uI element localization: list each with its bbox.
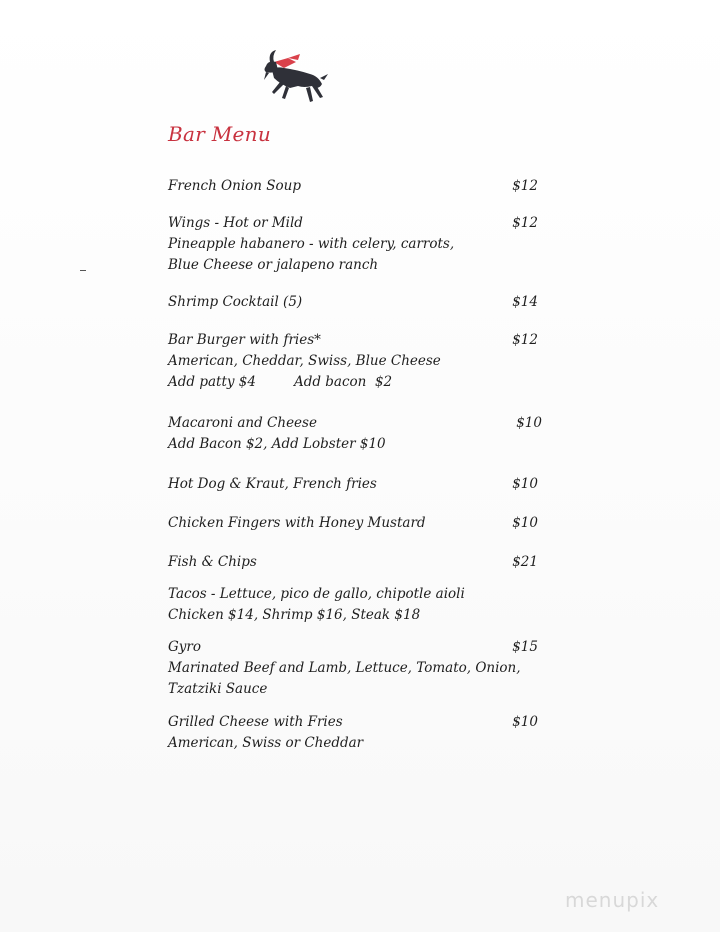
menu-item-wings [168,213,538,276]
item-price: $12 [512,178,538,194]
goat-logo-icon [258,48,330,108]
menu-item-hot-dog [168,474,538,495]
item-detail: American, Cheddar, Swiss, Blue Cheese [168,353,441,369]
addon-patty: Add patty $4 [168,374,256,390]
item-price: $15 [512,639,538,655]
item-name: Fish & Chips [168,554,257,570]
item-name: Macaroni and Cheese [168,415,317,431]
addon-bacon: Add bacon $2 [293,374,393,390]
menu-item-bar-burger [168,330,538,393]
item-price [498,584,538,605]
item-name: Tacos - Lettuce, pico de gallo, chipotle aioli [168,586,465,602]
item-detail: Add Bacon $2, Add Lobster $10 [168,436,386,452]
item-name: French Onion Soup [168,178,301,194]
menu-item-shrimp-cocktail [168,292,538,313]
item-price: $12 [512,332,538,348]
item-detail: Pineapple habanero - with celery, carrots, [168,236,455,252]
item-addons [168,372,538,393]
menu-item-grilled-cheese [168,712,538,754]
item-price: $21 [512,554,538,570]
menu-item-tacos [168,584,538,626]
menu-item-chicken-fingers [168,513,538,534]
item-price: $10 [512,515,538,531]
item-price: $10 [516,415,542,431]
item-name: Gyro [168,639,201,655]
item-name: Shrimp Cocktail (5) [168,294,303,310]
item-price: $14 [512,294,538,310]
menu-title: Bar Menu [168,122,272,146]
item-price: $10 [512,476,538,492]
item-detail: Marinated Beef and Lamb, Lettuce, Tomato, Onion, [168,660,521,676]
item-name: Wings - Hot or Mild [168,215,303,231]
menu-item-macaroni-and-cheese [168,413,542,455]
item-detail: American, Swiss or Cheddar [168,735,364,751]
item-detail: Tzatziki Sauce [168,681,268,697]
item-name: Hot Dog & Kraut, French fries [168,476,377,492]
menu-item-gyro [168,637,538,700]
item-name: Bar Burger with fries* [168,332,321,348]
scan-mark [80,270,86,271]
item-name: Grilled Cheese with Fries [168,714,343,730]
item-detail: Chicken $14, Shrimp $16, Steak $18 [168,607,421,623]
item-price: $10 [512,714,538,730]
menu-item-fish-and-chips [168,552,538,573]
menu-item-french-onion-soup [168,176,538,197]
item-name: Chicken Fingers with Honey Mustard [168,515,426,531]
item-price: $12 [512,215,538,231]
watermark: menupix [565,888,660,912]
item-detail: Blue Cheese or jalapeno ranch [168,257,379,273]
